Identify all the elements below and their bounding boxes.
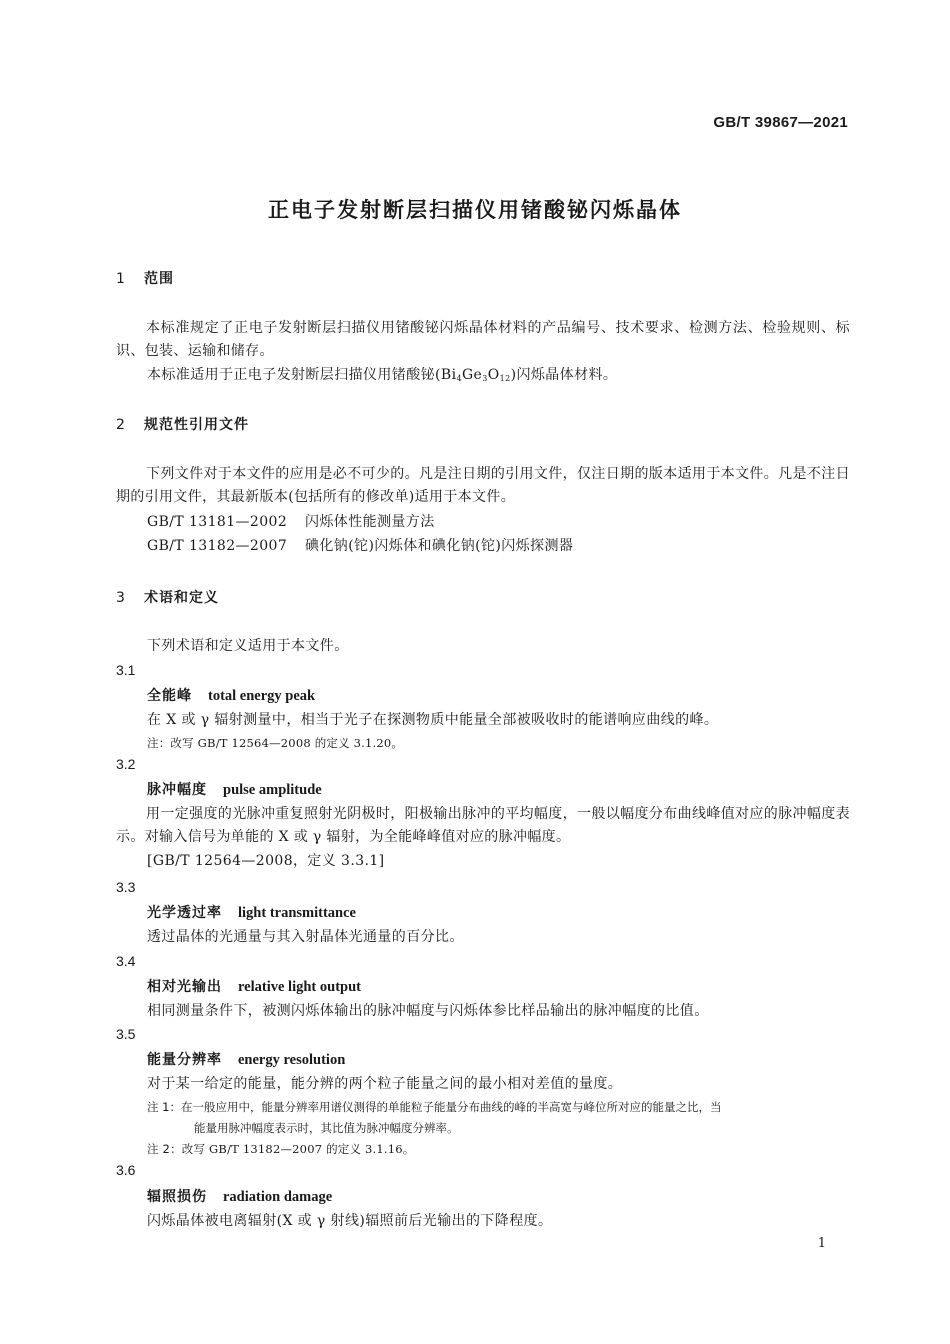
reference-code: GB/T 13182—2007 [147, 538, 288, 554]
term-english: relative light output [238, 979, 361, 995]
section-1-paragraph-1: 本标准规定了正电子发射断层扫描仪用锗酸铋闪烁晶体材料的产品编号、技术要求、检测方法、检验规则、标识、包装、运输和储存。 [116, 320, 850, 359]
term-chinese: 光学透过率 [147, 905, 222, 921]
term-definition: 在 X 或 γ 辐射测量中，相当于光子在探测物质中能量全部被吸收时的能谱响应曲线的峰。 [147, 712, 719, 728]
term-chinese: 辐照损伤 [147, 1189, 207, 1205]
document-title: 正电子发射断层扫描仪用锗酸铋闪烁晶体 [268, 198, 682, 222]
term-english: pulse amplitude [223, 782, 322, 798]
term-number: 3.5 [116, 1026, 136, 1042]
section-number: 1 [116, 271, 126, 287]
reference-item [147, 535, 573, 558]
standard-code: GB/T 39867—2021 [713, 114, 848, 131]
term-note-1: 注 1：在一般应用中，能量分辨率用谱仪测得的单能粒子能量分布曲线的峰的半高宽与峰位所对应的能量之比，当 能量用脉冲幅度表示时，其比值为脉冲幅度分辨率。 [147, 1100, 722, 1135]
chemical-formula: $Bi_4Ge_3O_{12}$ [440, 367, 511, 383]
term-english: energy resolution [238, 1052, 346, 1068]
term-heading [147, 685, 315, 705]
term-heading [147, 902, 356, 922]
term-definition: 透过晶体的光通量与其入射晶体光通量的百分比。 [147, 929, 464, 945]
term-chinese: 相对光输出 [147, 979, 222, 995]
term-heading [147, 779, 322, 799]
section-3-intro: 下列术语和定义适用于本文件。 [147, 638, 349, 654]
reference-item [147, 511, 435, 534]
reference-title: 碘化钠(铊)闪烁体和碘化钠(铊)闪烁探测器 [305, 538, 574, 554]
term-number: 3.1 [116, 662, 136, 678]
term-source: [GB/T 12564—2008，定义 3.3.1] [147, 853, 385, 869]
term-chinese: 脉冲幅度 [147, 782, 207, 798]
section-number: 3 [116, 590, 126, 606]
section-title: 术语和定义 [144, 590, 219, 606]
term-heading [147, 1049, 345, 1069]
term-number: 3.3 [116, 879, 136, 895]
reference-title: 闪烁体性能测量方法 [305, 514, 435, 530]
section-2-heading [116, 414, 249, 434]
term-heading [147, 1186, 332, 1206]
page-number: 1 [817, 1236, 826, 1251]
section-2-paragraph-1: 下列文件对于本文件的应用是必不可少的。凡是注日期的引用文件，仅注日期的版本适用于本文件。凡是不注日期的引用文件，其最新版本(包括所有的修改单)适用于本文件。 [116, 466, 850, 505]
term-note-2: 注 2：改写 GB/T 13182—2007 的定义 3.1.16。 [147, 1142, 415, 1156]
term-english: light transmittance [238, 905, 356, 921]
term-definition: 用一定强度的光脉冲重复照射光阴极时，阳极输出脉冲的平均幅度，一般以幅度分布曲线峰值对应的脉冲幅度表示。对输入信号为单能的 X 或 γ 辐射，为全能峰峰值对应的脉冲幅度。 [116, 806, 850, 845]
term-heading [147, 976, 361, 996]
section-number: 2 [116, 417, 126, 433]
term-chinese: 全能峰 [147, 688, 192, 704]
term-english: total energy peak [208, 688, 316, 704]
section-3-heading [116, 587, 219, 607]
term-number: 3.4 [116, 953, 136, 969]
term-note: 注：改写 GB/T 12564—2008 的定义 3.1.20。 [147, 736, 404, 750]
term-definition: 相同测量条件下，被测闪烁体输出的脉冲幅度与闪烁体参比样品输出的脉冲幅度的比值。 [147, 1003, 709, 1019]
section-title: 范围 [144, 271, 174, 287]
term-number: 3.6 [116, 1162, 136, 1178]
term-number: 3.2 [116, 756, 136, 772]
term-chinese: 能量分辨率 [147, 1052, 222, 1068]
term-definition: 对于某一给定的能量，能分辨的两个粒子能量之间的最小相对差值的量度。 [147, 1076, 623, 1092]
section-1-heading [116, 268, 174, 288]
section-1-paragraph-2: 本标准适用于正电子发射断层扫描仪用锗酸铋$(Bi_4Ge_3O_{12})$闪烁晶体材料。 [147, 367, 618, 383]
section-title: 规范性引用文件 [144, 417, 249, 433]
term-english: radiation damage [223, 1189, 333, 1205]
reference-code: GB/T 13181—2002 [147, 514, 288, 530]
term-definition: 闪烁晶体被电离辐射(X 或 γ 射线)辐照前后光输出的下降程度。 [147, 1213, 553, 1229]
